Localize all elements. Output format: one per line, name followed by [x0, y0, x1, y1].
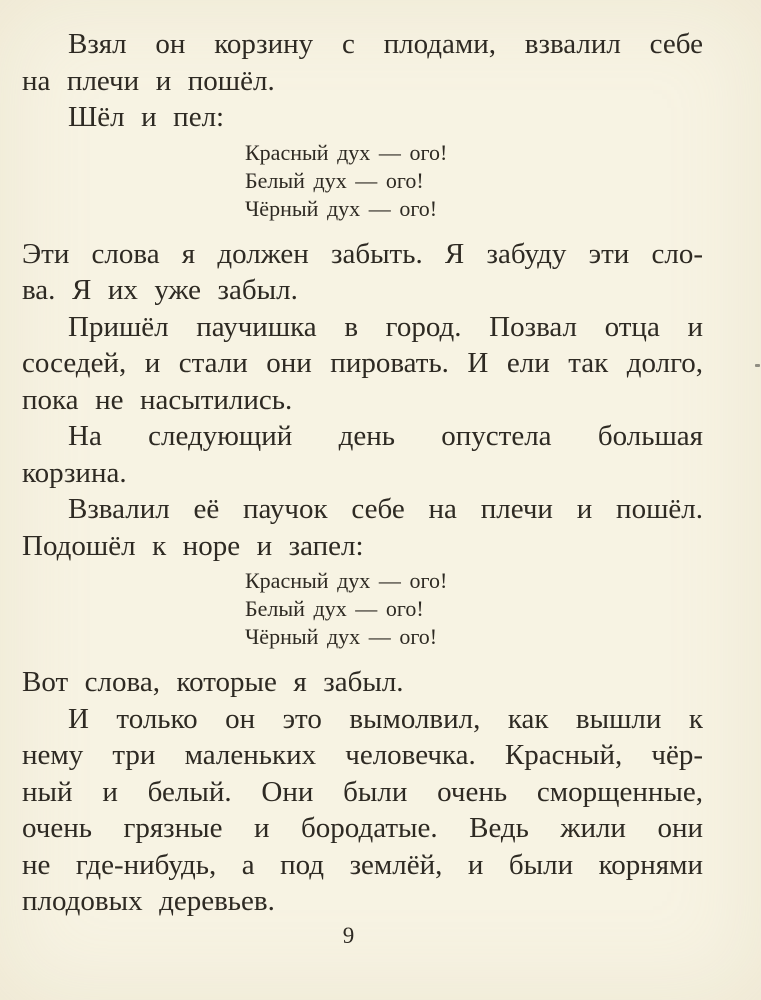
verse-block — [245, 567, 703, 651]
text-line: Вот слова, которые я забыл. — [22, 666, 404, 698]
paragraph — [22, 99, 703, 136]
scan-speck — [755, 364, 760, 367]
text-line: не где-нибудь, а под землёй, и были корнями — [22, 848, 703, 881]
text-line: Пришёл паучишка в город. Позвал отца и — [68, 310, 703, 343]
verse-line: Чёрный дух — ого! — [245, 195, 438, 221]
paragraph — [22, 26, 703, 99]
verse-line: Чёрный дух — ого! — [245, 624, 438, 649]
text-line: Взвалил её паучок себе на плечи и пошёл. — [68, 493, 703, 525]
text-line: И только он это вымолвил, как вышли к — [68, 702, 703, 735]
text-column — [22, 26, 703, 951]
paragraph — [22, 418, 703, 491]
verse-line: Белый дух — ого! — [245, 596, 424, 621]
verse-line: Красный дух — ого! — [245, 139, 448, 165]
verse-line: Белый дух — ого! — [245, 167, 424, 193]
text-line: ва. Я их уже забыл. — [22, 274, 298, 306]
text-line: ный и белый. Они были очень сморщенные, — [22, 775, 703, 808]
text-line: Подошёл к норе и запел: — [22, 529, 364, 562]
text-line: пока не насытились. — [22, 383, 293, 416]
text-line: соседей, и стали они пировать. И ели так долго, — [22, 347, 703, 379]
text-line: Шёл и пел: — [68, 101, 225, 133]
text-line: плодовых деревьев. — [22, 885, 275, 917]
text-line: Эти слова я должен забыть. Я забуду эти сло- — [22, 237, 703, 270]
paragraph — [22, 491, 703, 564]
text-line: корзина. — [22, 456, 127, 489]
text-line: очень грязные и бородатые. Ведь жили они — [22, 812, 703, 844]
text-line: На следующий день опустела большая — [68, 420, 703, 452]
paragraph — [22, 701, 703, 920]
paragraph — [22, 309, 703, 419]
paragraph — [22, 236, 703, 309]
page-number: 9 — [342, 922, 355, 948]
text-line: нему три маленьких человечка. Красный, чёр- — [22, 739, 703, 771]
text-line: на плечи и пошёл. — [22, 64, 275, 97]
verse-line: Красный дух — ого! — [245, 568, 448, 593]
text-line: Взял он корзину с плодами, взвалил себе — [68, 28, 703, 60]
verse-block — [245, 139, 703, 223]
paragraph — [22, 664, 703, 701]
